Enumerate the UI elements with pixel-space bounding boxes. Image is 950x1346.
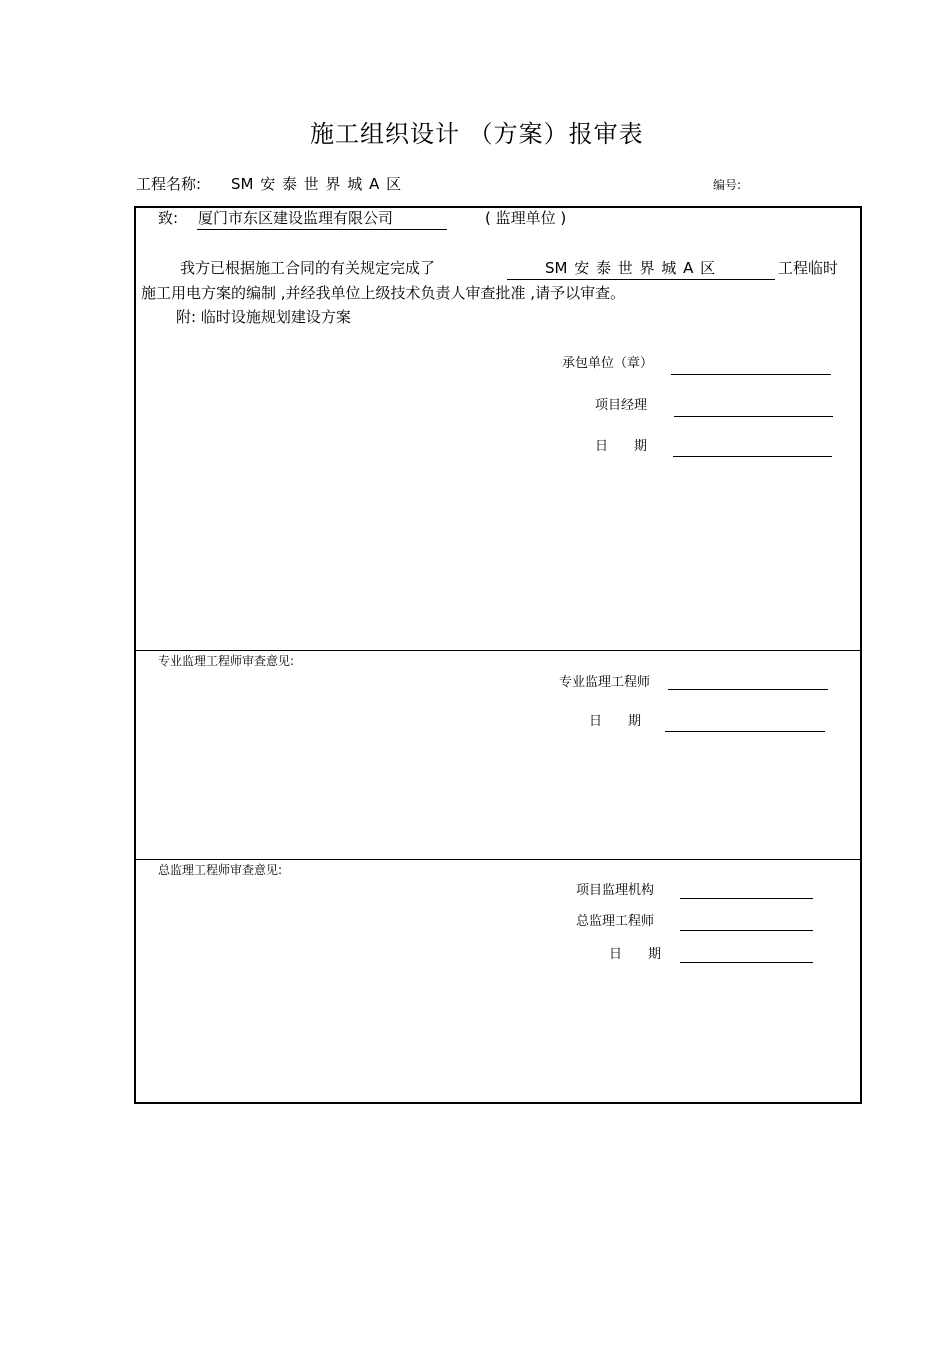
specialist-review-heading: 专业监理工程师审查意见: [158, 654, 295, 668]
specialist-engineer-signature-line [668, 689, 828, 690]
date-line-2 [665, 731, 825, 732]
body-project-name: SM 安 泰 世 界 城 A 区 [545, 259, 716, 277]
body-text-line2: 施工用电方案的编制 ,并经我单位上级技术负责人审查批准 ,请予以审查。 [141, 284, 626, 302]
body-text-suffix: 工程临时 [778, 259, 839, 277]
chief-engineer-label: 总监理工程师 [576, 914, 655, 929]
date-line-3 [680, 962, 813, 963]
supervision-org-label: 项目监理机构 [576, 883, 655, 898]
page-title: 施工组织设计 （方案）报审表 [310, 120, 644, 148]
supervision-org-signature-line [680, 898, 813, 899]
project-manager-signature-line [674, 416, 833, 417]
number-label: 编号: [713, 178, 742, 192]
body-project-underline [507, 279, 775, 280]
supervision-unit-label: ( 监理单位 ) [485, 209, 567, 227]
attachment-text: 附: 临时设施规划建设方案 [176, 308, 351, 326]
project-manager-label: 项目经理 [595, 398, 648, 413]
date-label-2: 日 期 [589, 714, 642, 729]
section-divider-2 [135, 859, 861, 860]
chief-review-heading: 总监理工程师审查意见: [158, 863, 283, 877]
contractor-signature-line [671, 374, 831, 375]
specialist-engineer-label: 专业监理工程师 [559, 675, 651, 690]
project-name-value: SM 安 泰 世 界 城 A 区 [231, 175, 402, 193]
date-label-3: 日 期 [609, 947, 662, 962]
supervision-company: 厦门市东区建设监理有限公司 [198, 209, 394, 227]
project-name-label: 工程名称: [136, 175, 202, 193]
to-label: 致: [158, 209, 179, 227]
section-divider-1 [135, 650, 861, 651]
date-label-1: 日 期 [595, 439, 648, 454]
body-text-prefix: 我方已根据施工合同的有关规定完成了 [180, 259, 436, 277]
chief-engineer-signature-line [680, 930, 813, 931]
supervision-company-underline [197, 229, 447, 230]
contractor-label: 承包单位（章） [562, 356, 654, 371]
date-line-1 [673, 456, 832, 457]
